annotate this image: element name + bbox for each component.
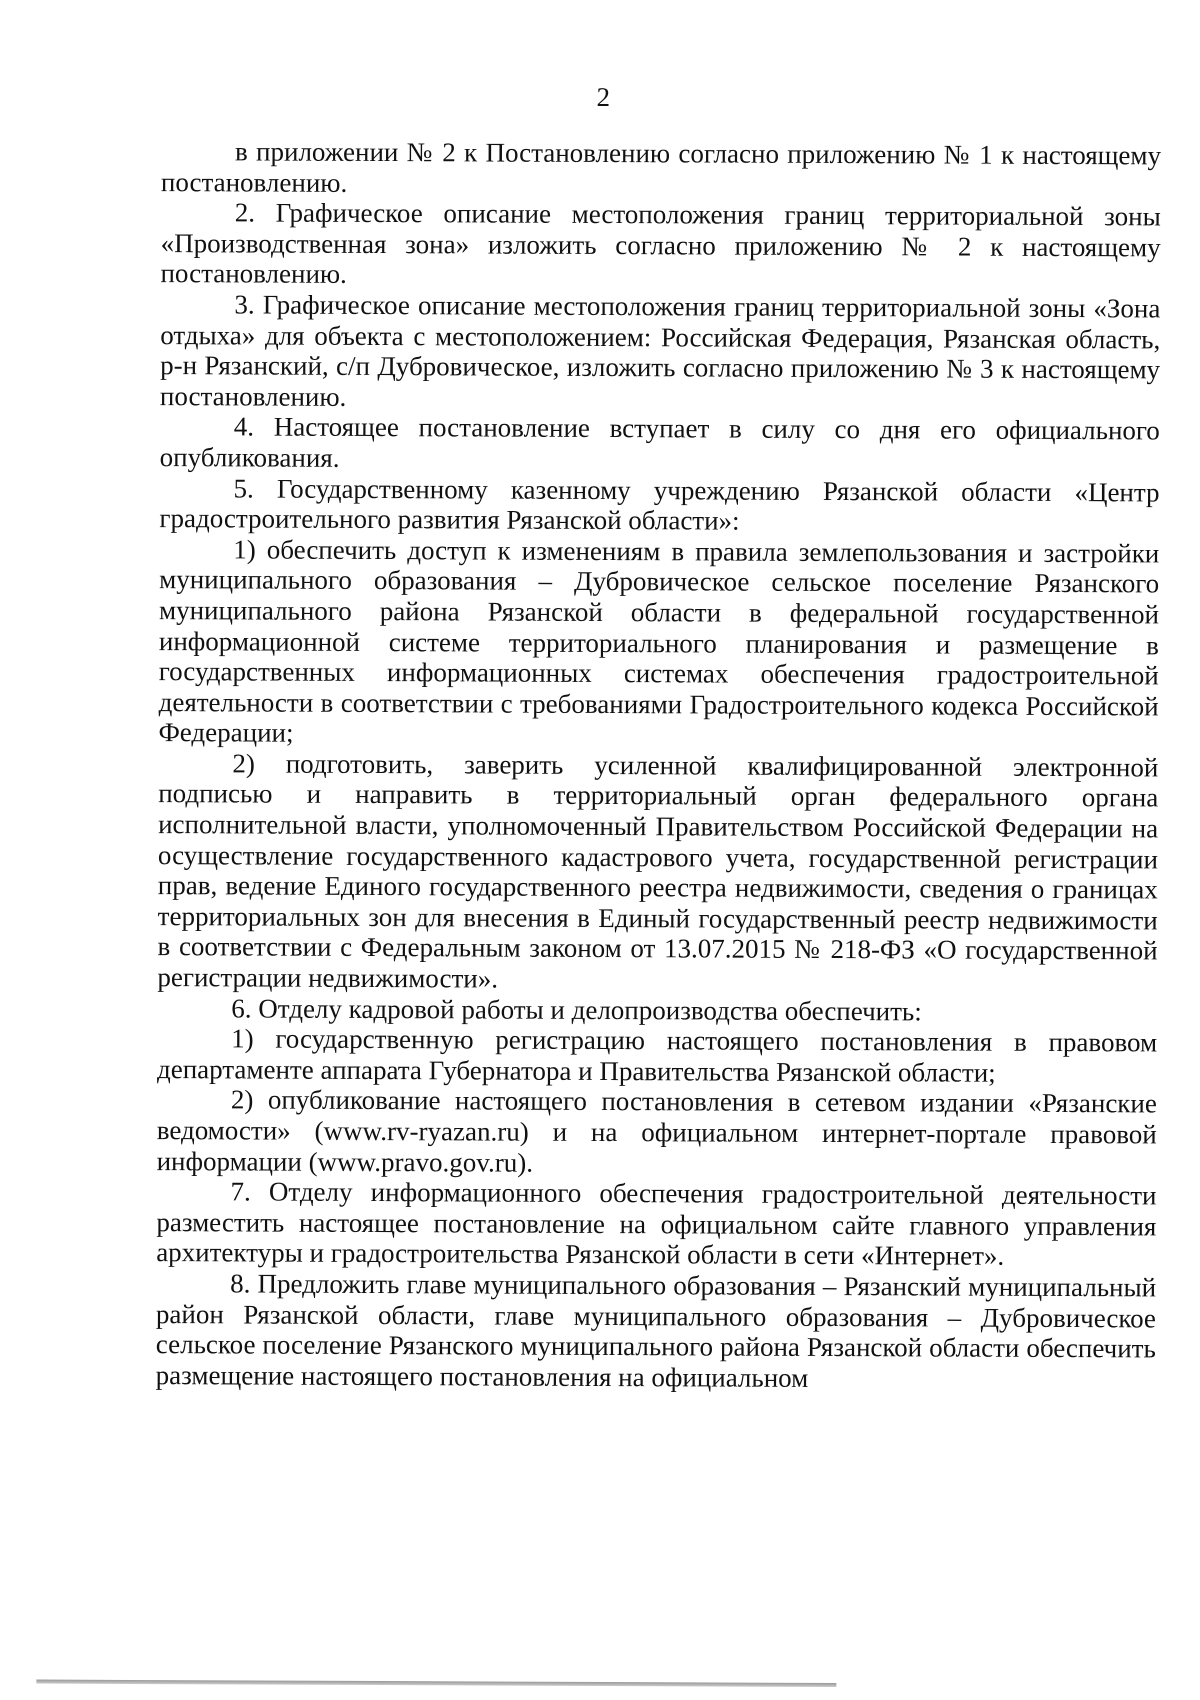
paragraph-6-subitem-1: 1) государственную регистрацию настоящего постановления в правовом департаменте аппарата Губернатора и Правительства Рязанской области; (156, 1023, 1158, 1088)
paragraph-2: 2. Графическое описание местоположения границ территориальной зоны «Производственная зона» изложить согласно приложению № 2 к настоящему постановлению. (160, 197, 1161, 290)
scan-edge-line (36, 1680, 836, 1687)
paragraph-3: 3. Графическое описание местоположения границ территориальной зоны «Зона отдыха» для объекта с местоположением: Российская Федерация, Рязанская область, р-н Рязанский, с/п Дубровическое, изложить согласно приложению № 3 к настоящему постановлению. (159, 289, 1161, 412)
paragraph-5-subitem-2: 2) подготовить, заверить усиленной квалифицированной электронной подписью и направить в территориальный орган федерального органа исполнительной власти, уполномоченный Правительством Российской Федерации на осуществление государственного кадастрового учета, государственной регистрации прав, ведение Единого государственного реестра недвижимости, сведения о границах территориальных зон для внесения в Единый государственный реестр недвижимости в соответствии с Федеральным законом от 13.07.2015 № 218-ФЗ «О государственной регистрации недвижимости». (157, 748, 1159, 994)
paragraph-8: 8. Предложить главе муниципального образования – Рязанский муниципальный район Рязанской области, главе муниципального образования – Дубровическое сельское поселение Рязанского муниципального района Рязанской области обеспечить размещение настоящего постановления на официальном (155, 1268, 1157, 1393)
paragraph-continuation: в приложении № 2 к Постановлению согласно приложению № 1 к настоящему постановлению. (160, 136, 1162, 198)
paragraph-5-subitem-1: 1) обеспечить доступ к изменениям в правила землепользования и застройки муниципального образования – Дубровическое сельское поселение Рязанского муниципального района Рязанской области в федеральной государственной информационной системе территориального планирования и размещение в государственных информационных системах обеспечения градостроительной деятельности в соответствии с требованиями Градостроительного кодекса Российской Федерации; (158, 534, 1160, 748)
paragraph-4: 4. Настоящее постановление вступает в силу со дня его официального опубликования. (159, 411, 1160, 473)
page-number: 2 (596, 81, 611, 113)
paragraph-7: 7. Отделу информационного обеспечения градостроительной деятельности разместить настоящее постановление на официальном сайте главного управления архитектуры и градостроительства Рязанской области в сети «Интернет». (156, 1176, 1157, 1272)
paragraph-5: 5. Государственному казенному учреждению Рязанской области «Центр градостроительного развития Рязанской области»: (159, 472, 1160, 536)
document-body (156, 136, 1161, 1395)
paragraph-6: 6. Отделу кадровой работы и делопроизводства обеспечить: (231, 993, 922, 1027)
paragraph-6-subitem-2: 2) опубликование настоящего постановления в сетевом издании «Рязанские ведомости» (www.rv-ryazan.ru) и на официальном интернет-портале правовой информации (www.pravo.gov.ru). (156, 1084, 1157, 1178)
